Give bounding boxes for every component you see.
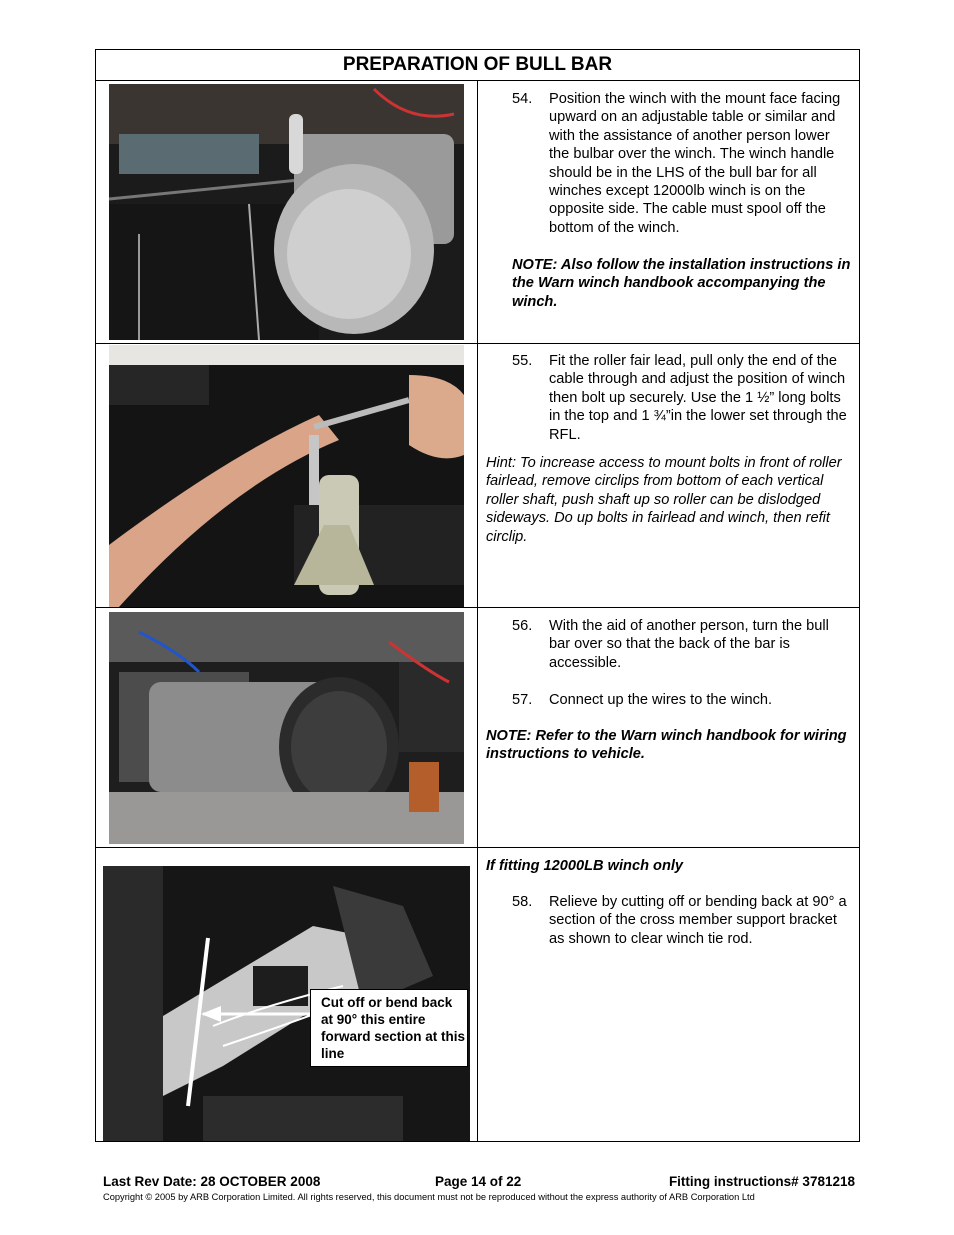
- page-title: PREPARATION OF BULL BAR: [96, 50, 859, 81]
- step-text: Fit the roller fair lead, pull only the end of the cable through and adjust the position of winch then bolt up securely. Use the 1 ½” long bolts in the top and 1 ¾”in the lower set through the RFL.: [549, 353, 847, 443]
- step-text: Connect up the wires to the winch.: [549, 692, 773, 708]
- step-text: With the aid of another person, turn the bull bar over so that the back of the bar is accessible.: [549, 618, 829, 671]
- fairlead-bolting-photo: [109, 345, 464, 607]
- hint-text: Hint: To increase access to mount bolts in front of roller fairlead, remove circlips from bottom of each vertical roller shaft, push shaft up so roller can be dislodged sideways. Do up bolts in fairlead and winch, then refit circlip.: [486, 455, 842, 545]
- step-row-55: [96, 344, 859, 608]
- fitting-instructions-number: Fitting instructions# 3781218: [668, 1174, 855, 1189]
- image-cell: [96, 81, 478, 343]
- cross-member-bracket-photo: [103, 866, 470, 1141]
- step-text: Position the winch with the mount face facing upward on an adjustable table or similar and with the assistance of another person lower the bulbar over the winch. The winch handle should be in the LHS of the bull bar for all winches except 12000lb winch is on the opposite side. The cable must spool off the bottom of the winch.: [549, 91, 841, 236]
- winch-wiring-photo: [109, 612, 464, 844]
- text-cell: [478, 81, 859, 343]
- text-cell: [478, 344, 859, 607]
- step-row-58: [96, 848, 859, 1141]
- step-text: Relieve by cutting off or bending back at 90° a section of the cross member support bracket as shown to clear winch tie rod.: [549, 894, 847, 947]
- text-cell: [478, 608, 859, 847]
- winch-on-bullbar-photo: [109, 84, 464, 340]
- step-number: 54.: [512, 91, 533, 107]
- text-cell: [478, 848, 859, 1141]
- step-number: 58.: [512, 894, 533, 910]
- note-text: NOTE: Refer to the Warn winch handbook for wiring instructions to vehicle.: [486, 728, 847, 763]
- cut-line-callout: Cut off or bend back at 90° this entire forward section at this line: [310, 989, 468, 1067]
- instruction-table: [95, 49, 860, 1142]
- image-cell: [96, 344, 478, 607]
- step-number: 55.: [512, 353, 533, 369]
- conditional-heading: If fitting 12000LB winch only: [486, 858, 684, 874]
- copyright-notice: Copyright © 2005 by ARB Corporation Limited. All rights reserved, this document must not be reproduced without the express authority of ARB Corporation Ltd: [103, 1192, 755, 1202]
- note-text: NOTE: Also follow the installation instructions in the Warn winch handbook accompanying the winch.: [512, 257, 851, 310]
- step-number: 57.: [512, 692, 533, 708]
- page-number: Page 14 of 22: [435, 1174, 522, 1189]
- image-cell: [96, 608, 478, 847]
- image-cell: [96, 848, 478, 1141]
- step-row-56-57: [96, 608, 859, 848]
- revision-date: Last Rev Date: 28 OCTOBER 2008: [103, 1174, 321, 1189]
- step-row-54: [96, 81, 859, 344]
- step-number: 56.: [512, 618, 533, 634]
